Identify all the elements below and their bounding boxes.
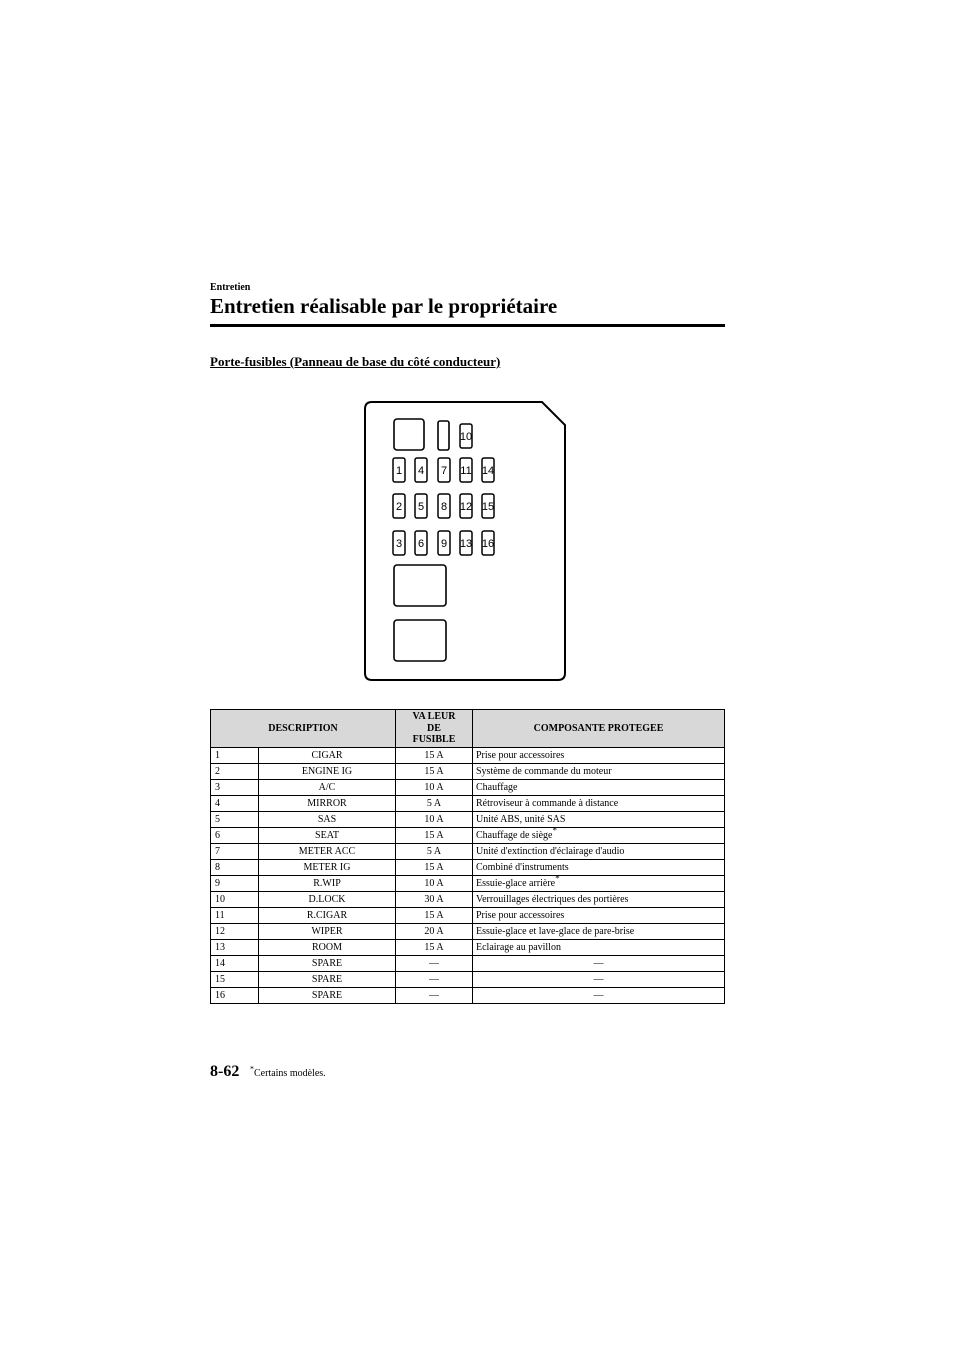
protected-component-cell-text: Eclairage au pavillon [476,941,561,953]
fuse-number-cell-text: 13 [215,941,225,953]
fuse-label: 11 [460,465,472,477]
fuse-value-cell [396,747,473,763]
fuse-number-cell [211,747,259,763]
fuse-description-cell-text: MIRROR [307,797,347,809]
table-row [211,891,725,907]
fuse-number-cell-text: 14 [215,957,225,969]
relay-middle [394,565,446,606]
protected-component-cell-text: Chauffage [476,781,518,793]
fuse-value-cell [396,923,473,939]
fuse-number-cell [211,795,259,811]
fuse-value-cell-text: 15 A [424,749,444,761]
fuse-table [210,709,725,1004]
footnote [250,1064,326,1079]
table-row [211,811,725,827]
fuse-description-cell-text: SEAT [315,829,339,841]
fuse-number-cell [211,763,259,779]
table-row [211,971,725,987]
protected-component-cell [473,891,725,907]
fuse-description-cell [259,987,396,1003]
protected-component-cell [473,843,725,859]
table-row [211,795,725,811]
header-valeur-line1: VA LEUR [412,711,456,722]
protected-component-cell [473,987,725,1003]
fuse-box-diagram [362,400,568,682]
fuse-value-cell [396,891,473,907]
fuse-number-cell [211,827,259,843]
fuse-15 [482,494,494,518]
fuse-value-cell-text: 20 A [424,925,444,937]
fuse-value-cell [396,971,473,987]
protected-component-cell [473,907,725,923]
fuse-value-cell-text: — [429,957,439,969]
fuse-label: 15 [481,501,495,513]
fuse-value-cell [396,827,473,843]
fuse-value-cell [396,843,473,859]
fuse-number-cell-text: 15 [215,973,225,985]
table-row [211,939,725,955]
fuse-value-cell [396,795,473,811]
table-row [211,875,725,891]
fuse-description-cell-text: D.LOCK [308,893,346,905]
fuse-description-cell-text: METER ACC [298,845,356,857]
fuse-value-cell-text: 5 A [426,797,442,809]
fuse-14 [482,458,494,482]
relay-top-left [394,419,424,450]
fuse-label: 14 [481,465,495,477]
protected-component-cell-text: Prise pour accessoires [476,909,565,921]
fuse-number-cell [211,891,259,907]
relay-bottom [394,620,446,661]
fuse-label: 9 [440,538,448,550]
fuse-description-cell [259,971,396,987]
protected-component-cell [473,747,725,763]
fuse-value-cell-text: 15 A [424,765,444,777]
protected-component-cell-text: — [593,973,604,985]
table-row [211,987,725,1003]
protected-component-cell-text: — [593,957,604,969]
protected-component-cell [473,779,725,795]
fuse-label: 7 [440,465,448,477]
footnote-text: Certains modèles. [254,1068,326,1079]
fuse-number-cell [211,875,259,891]
relay-top-small [438,421,449,450]
fuse-description-cell-text: WIPER [311,925,343,937]
fuse-number-cell-text: 3 [215,781,220,793]
fuse-value-cell-text: 10 A [424,877,444,889]
protected-component-cell [473,971,725,987]
fuse-value-cell-text: — [429,973,439,985]
fuse-number-cell-text: 4 [215,797,220,809]
fuse-description-cell [259,955,396,971]
footnote-star-icon: * [250,1064,254,1074]
fuse-value-cell-text: 30 A [424,893,444,905]
fuse-number-cell [211,987,259,1003]
fuse-description-cell-text: R.WIP [313,877,341,889]
fuse-description-cell-text: SAS [317,813,337,825]
fuse-2 [393,494,405,518]
fuse-value-cell [396,875,473,891]
protected-component-cell [473,939,725,955]
fuse-description-cell [259,811,396,827]
fuse-number-cell [211,971,259,987]
fuse-description-cell [259,859,396,875]
protected-component-cell-text: Prise pour accessoires [476,749,565,761]
fuse-label: 4 [417,465,425,477]
fuse-5 [415,494,427,518]
table-header-row [211,710,725,748]
protected-component-cell [473,875,725,891]
protected-component-cell-text: Unité ABS, unité SAS [476,813,566,825]
fuse-value-cell-text: 5 A [426,845,442,857]
fuse-4 [415,458,427,482]
fuse-number-cell-text: 2 [215,765,220,777]
asterisk-icon: * [552,825,557,836]
fuse-description-cell-text: SPARE [311,989,343,1001]
fuse-number-cell [211,779,259,795]
table-row [211,747,725,763]
fuse-value-cell [396,779,473,795]
fuse-value-cell [396,955,473,971]
fuse-16 [482,531,494,555]
fuse-number-cell-text: 12 [215,925,225,937]
fuse-description-cell-text: ENGINE IG [301,765,353,777]
fuse-label: 8 [440,501,448,513]
fuse-label: 1 [395,465,403,477]
fuse-description-cell-text: METER IG [303,861,351,873]
fuse-value-cell [396,763,473,779]
protected-component-cell [473,923,725,939]
fuse-value-cell-text: 15 A [424,829,444,841]
fuse-description-cell-text: SPARE [311,957,343,969]
fuse-description-cell-text: R.CIGAR [306,909,348,921]
fuse-value-cell-text: — [429,989,439,1001]
fuse-number-cell-text: 10 [215,893,225,905]
table-row [211,779,725,795]
fuse-value-cell [396,811,473,827]
protected-component-cell-text: Unité d'extinction d'éclairage d'audio [476,845,625,857]
fuse-label: 10 [459,431,473,443]
protected-component-cell [473,763,725,779]
protected-component-cell [473,795,725,811]
section-label: Entretien [210,282,251,293]
protected-component-cell-text: Essuie-glace et lave-glace de pare-brise [476,925,635,937]
fuse-description-cell [259,827,396,843]
table-row [211,923,725,939]
fuse-number-cell-text: 16 [215,989,225,1001]
fuse-number-cell-text: 7 [215,845,220,857]
fuse-7 [438,458,450,482]
subheading: Porte-fusibles (Panneau de base du côté conducteur) [210,354,501,369]
protected-component-cell-text: — [593,989,604,1001]
fuse-description-cell [259,763,396,779]
protected-component-cell [473,859,725,875]
page-title: Entretien réalisable par le propriétaire [210,294,558,318]
fuse-label: 13 [459,538,473,550]
fuse-value-cell-text: 15 A [424,861,444,873]
fuse-1 [393,458,405,482]
header-description: DESCRIPTION [211,710,396,748]
header-composante: COMPOSANTE PROTEGEE [473,710,725,748]
fuse-label: 3 [395,538,403,550]
fuse-label: 12 [459,501,473,513]
fuse-9 [438,531,450,555]
fuse-description-cell [259,907,396,923]
fuse-description-cell-text: ROOM [311,941,342,953]
fuse-description-cell-text: SPARE [311,973,343,985]
fuse-number-cell [211,843,259,859]
fuse-number-cell [211,859,259,875]
table-row [211,763,725,779]
fuse-11 [460,458,472,482]
protected-component-cell [473,827,725,843]
fuse-number-cell-text: 5 [215,813,220,825]
fuse-rows [211,747,725,1003]
fuse-6 [415,531,427,555]
fuse-label: 6 [417,538,425,550]
fuse-number-cell-text: 8 [215,861,220,873]
protected-component-cell-text: Système de commande du moteur [476,765,612,777]
fuse-description-cell [259,747,396,763]
protected-component-cell-text: Combiné d'instruments [476,861,569,873]
fuse-description-cell-text: CIGAR [311,749,343,761]
fuse-description-cell [259,875,396,891]
fuse-value-cell-text: 15 A [424,941,444,953]
header-valeur-line3: FUSIBLE [412,734,456,745]
fuse-value-cell [396,907,473,923]
protected-component-cell [473,811,725,827]
fuse-number-cell [211,939,259,955]
fuse-value-cell-text: 15 A [424,909,444,921]
fuse-description-cell [259,939,396,955]
fuse-3 [393,531,405,555]
fuse-13 [460,531,472,555]
protected-component-cell-text: Chauffage de siège [476,829,553,841]
fuse-description-cell [259,795,396,811]
protected-component-cell-text: Verrouillages électriques des portières [476,893,629,905]
table-row [211,827,725,843]
fuse-10 [460,424,472,448]
fuse-number-cell [211,907,259,923]
fuse-number-cell-text: 1 [215,749,220,761]
fuse-value-cell [396,939,473,955]
title-rule [210,324,725,327]
fuse-label: 16 [481,538,495,550]
fuse-description-cell [259,779,396,795]
fuse-value-cell-text: 10 A [424,813,444,825]
fuse-value-cell-text: 10 A [424,781,444,793]
fuse-value-cell [396,859,473,875]
fuse-12 [460,494,472,518]
fuse-group [393,424,494,555]
header-valeur [396,710,473,748]
fuse-label: 5 [417,501,425,513]
table-row [211,955,725,971]
table-row [211,843,725,859]
fuse-value-cell [396,987,473,1003]
table-row [211,859,725,875]
fuse-description-cell-text: A/C [318,781,336,793]
protected-component-cell-text: Essuie-glace arrière [476,877,556,889]
asterisk-icon: * [555,873,560,884]
fuse-8 [438,494,450,518]
fuse-number-cell [211,955,259,971]
protected-component-cell-text: Rétroviseur à commande à distance [476,797,619,809]
fuse-description-cell [259,891,396,907]
table-row [211,907,725,923]
fuse-description-cell [259,923,396,939]
fuse-number-cell-text: 6 [215,829,220,841]
fuse-number-cell [211,811,259,827]
header-valeur-line2: DE [427,722,441,734]
fuse-label: 2 [395,501,403,513]
protected-component-cell [473,955,725,971]
page-number: 8-62 [210,1063,240,1080]
fuse-number-cell-text: 11 [215,909,225,921]
fuse-number-cell-text: 9 [215,877,220,889]
fuse-description-cell [259,843,396,859]
fuse-number-cell [211,923,259,939]
